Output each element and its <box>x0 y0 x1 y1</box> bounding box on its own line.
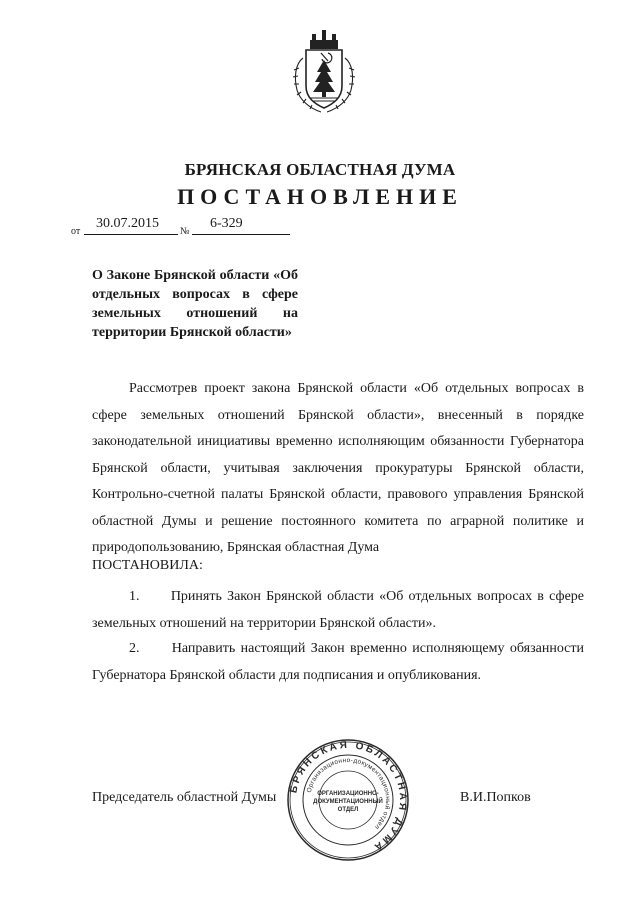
document-type-title: ПОСТАНОВЛЕНИЕ <box>177 184 463 209</box>
signatory-position: Председатель областной Думы <box>92 790 277 805</box>
item-number: 1. <box>129 589 140 604</box>
stamp-center-line-3: ОТДЕЛ <box>337 807 359 813</box>
stamp-inner-ring-text: Организационно-документационный отдел <box>305 756 392 831</box>
resolution-item-2 <box>92 636 584 689</box>
stamp-outer-text: БРЯНСКАЯ ОБЛАСТНАЯ ДУМА <box>288 739 409 854</box>
document-date: 30.07.2015 <box>96 216 159 231</box>
item-text: Направить настоящий Закон временно исполняющему обязанности Губернатора Брянской области для подписания и опубликования. <box>92 641 585 683</box>
resolved-heading: ПОСТАНОВИЛА: <box>92 558 203 573</box>
item-text: Принять Закон Брянской области «Об отдельных вопросах в сфере земельных отношений на территории Брянской области». <box>92 589 585 631</box>
signatory-name: В.И.Попков <box>460 790 531 805</box>
resolution-item-1 <box>92 584 584 637</box>
official-stamp <box>286 738 410 862</box>
date-underline <box>84 233 178 235</box>
document-number: 6-329 <box>210 216 243 231</box>
organization-title: БРЯНСКАЯ ОБЛАСТНАЯ ДУМА <box>184 160 456 179</box>
date-prefix: от <box>71 226 81 237</box>
stamp-center-line-2: ДОКУМЕНТАЦИОННЫЙ <box>313 799 383 805</box>
number-underline <box>192 233 290 235</box>
item-number: 2. <box>129 641 140 656</box>
intro-paragraph: Рассмотрев проект закона Брянской области «Об отдельных вопросах в сфере земельных отношений Брянской области», внесенный в порядке законодательной инициативы временно исполняющим обязанности Губернатора Брянской области, учитывая заключения прокуратуры Брянской области, Контрольно-счетной палаты Брянской области, правового управления Брянской областной Думы и решение постоянного комитета по аграрной политике и природопользованию, Брянская областная Дума <box>92 381 584 555</box>
document-subject: О Законе Брянской области «Об отдельных вопросах в сфере земельных отношений на территории Брянской области» <box>92 268 298 340</box>
stamp-center-line-1: ОРГАНИЗАЦИОННО- <box>317 791 379 797</box>
bryansk-coat-of-arms-icon <box>291 28 357 116</box>
number-prefix: № <box>180 226 190 237</box>
